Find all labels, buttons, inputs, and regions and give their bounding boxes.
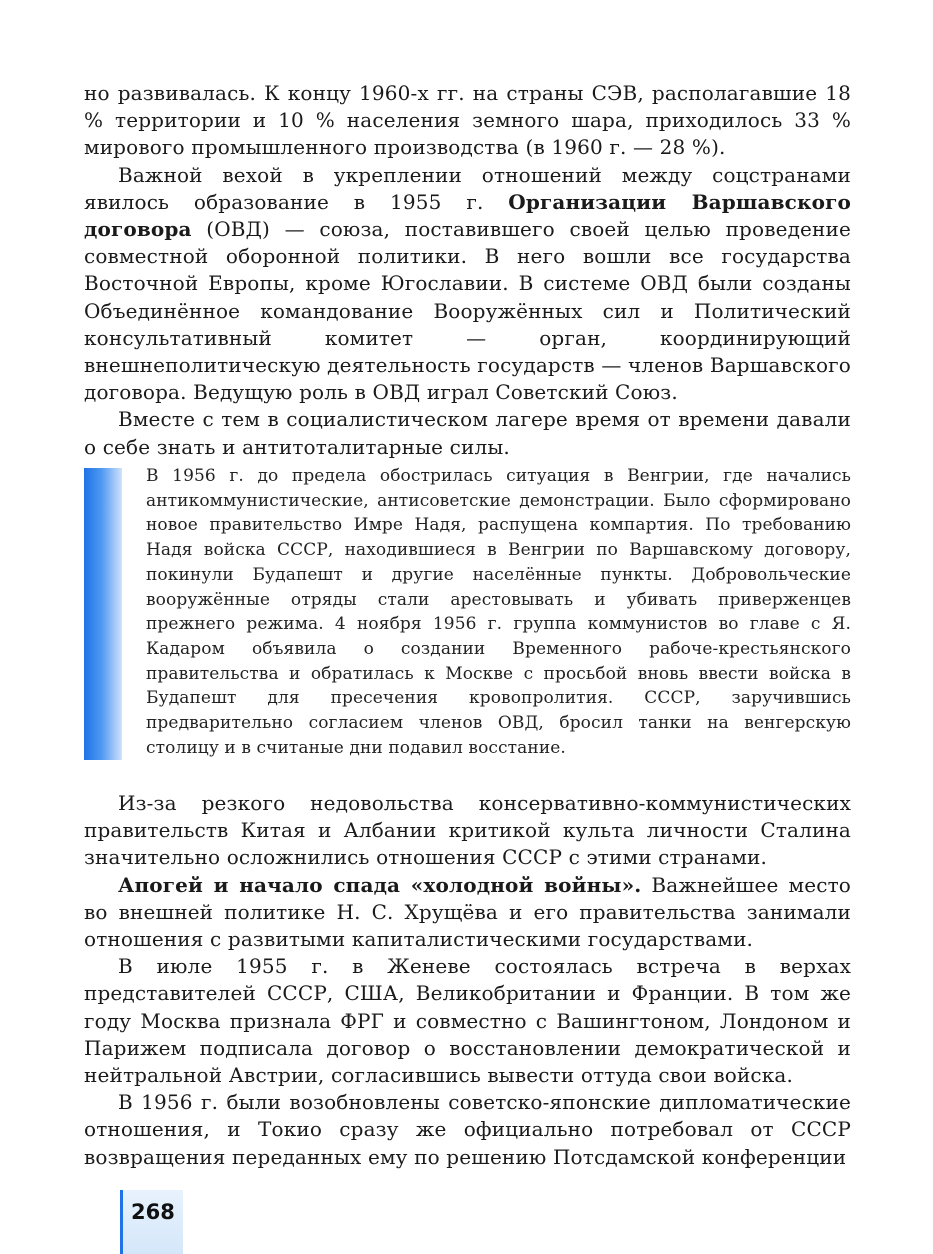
page-number: 268 xyxy=(131,1200,175,1224)
top-text-block xyxy=(84,80,851,461)
paragraph-japan: В 1956 г. были возобновлены советско-японские дипломатические отношения, и Токио сразу же официально потребовал от СССР возвращения переданных ему по решению Потсдамской конференции xyxy=(84,1090,851,1169)
heading-cold-war: Апогей и начало спада «холодной войны». xyxy=(118,872,642,897)
paragraph-geneva: В июле 1955 г. в Женеве состоялась встреча в верхах представителей СССР, США, Великобритании и Франции. В том же году Москва признала ФРГ и совместно с Вашингтоном, Лондоном и Парижем подписала договор о восстановлении демократической и нейтральной Австрии, согласившись вывести оттуда свои войска. xyxy=(84,954,851,1088)
paragraph-continuation: но развивалась. К концу 1960-х гг. на страны СЭВ, располагавшие 18 % территории и 10 % населения земного шара, приходилось 33 % мирового промышленного производства (в 1960 г. — 28 %). xyxy=(84,81,851,160)
paragraph-warsaw-pact xyxy=(84,162,851,407)
paragraph-text: Важной вехой в укреплении отношений между соцстранами явилось образование в 1955 г. xyxy=(84,162,851,214)
paragraph-text: (ОВД) — союза, поставившего своей целью проведение совместной оборонной политики. В него вошли все государства Восточной Европы, кроме Югославии. В системе ОВД были созданы Объединённое командование Вооружённых сил и Политический консультативный комитет — орган, координирующий внешнеполитическую деятельность государств — членов Варшавского договора. Ведущую роль в ОВД играл Советский Союз. xyxy=(84,217,851,405)
paragraph-china-albania: Из-за резкого недовольства консервативно-коммунистических правительств Китая и Албании критикой культа личности Сталина значительно осложнились отношения СССР с этими странами. xyxy=(84,791,851,870)
sidebar-text xyxy=(146,464,851,760)
sidebar-accent-bar xyxy=(84,468,122,760)
paragraph-text: Важнейшее место во внешней политике Н. С. Хрущёва и его правительства занимали отношения с развитыми капиталистическими государствами. xyxy=(84,872,851,952)
bottom-text-block xyxy=(84,790,851,1171)
paragraph-anti-totalitarian: Вместе с тем в социалистическом лагере время от времени давали о себе знать и антитоталитарные силы. xyxy=(84,407,851,459)
hungary-1956-sidebar xyxy=(84,460,851,760)
sidebar-paragraph: В 1956 г. до предела обострилась ситуация в Венгрии, где начались антикоммунистические, антисоветские демонстрации. Было сформировано новое правительство Имре Надя, распущена компартия. По требованию Надя войска СССР, находившиеся в Венгрии по Варшавскому договору, покинули Будапешт и другие населённые пункты. Добровольческие вооружённые отряды стали арестовывать и убивать приверженцев прежнего режима. 4 ноября 1956 г. группа коммунистов во главе с Я. Кадаром объявила о создании Временного рабоче-крестьянского правительства и обратилась к Москве с просьбой вновь ввести войска в Будапешт для пресечения кровопролития. СССР, заручившись предварительно согласием членов ОВД, бросил танки на венгерскую столицу и в считаные дни подавил восстание. xyxy=(146,466,851,758)
term-warsaw-pact: Организации Варшавского договора xyxy=(84,189,851,242)
paragraph-cold-war xyxy=(84,872,851,954)
page-number-tab xyxy=(120,1190,183,1254)
